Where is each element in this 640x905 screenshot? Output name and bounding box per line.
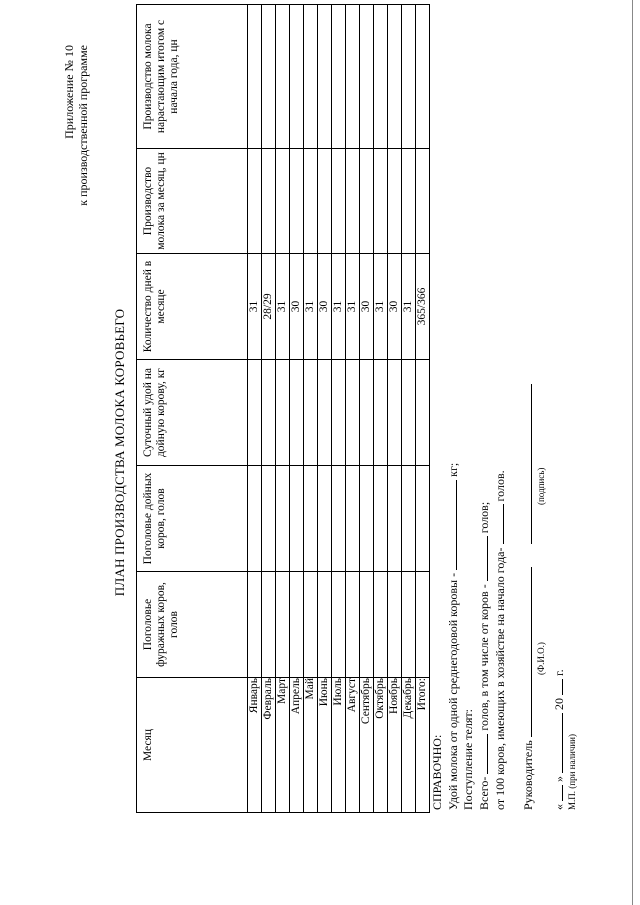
yield-line [445, 463, 461, 810]
days-cell: 31 [374, 254, 388, 360]
days-cell: 365/366 [416, 254, 430, 360]
days-cell: 28/29 [262, 254, 276, 360]
yield-field[interactable] [445, 480, 457, 570]
cumulative-production-cell[interactable] [318, 5, 332, 149]
fio-caption: (Ф.И.О.) [536, 642, 546, 675]
dairy-cows-cell[interactable] [416, 466, 430, 572]
dairy-cows-cell[interactable] [346, 466, 360, 572]
per100-label: от 100 коров, имеющих в хозяйстве на начало года- [493, 547, 507, 810]
cumulative-production-cell[interactable] [290, 5, 304, 149]
monthly-production-cell[interactable] [248, 149, 262, 254]
month-cell: Март [276, 678, 290, 813]
days-cell: 30 [388, 254, 402, 360]
table-header-row [137, 5, 248, 813]
forage-cows-cell[interactable] [360, 572, 374, 678]
dairy-cows-cell[interactable] [318, 466, 332, 572]
cumulative-production-cell[interactable] [304, 5, 318, 149]
day-field[interactable] [551, 785, 563, 801]
table-row [374, 5, 388, 813]
table-row [360, 5, 374, 813]
daily-yield-cell[interactable] [276, 360, 290, 466]
table-row [262, 5, 276, 813]
month-cell: Июнь [318, 678, 332, 813]
daily-yield-cell[interactable] [332, 360, 346, 466]
signature-caption: (подпись) [536, 467, 546, 505]
forage-cows-cell[interactable] [304, 572, 318, 678]
table-row [304, 5, 318, 813]
month-cell: Сентябрь [360, 678, 374, 813]
dairy-cows-cell[interactable] [248, 466, 262, 572]
month-cell: Февраль [262, 678, 276, 813]
month-cell: Декабрь [402, 678, 416, 813]
appendix-reference: к производственной программе [76, 45, 90, 206]
dairy-cows-cell[interactable] [262, 466, 276, 572]
cumulative-production-cell[interactable] [248, 5, 262, 149]
dairy-cows-cell[interactable] [304, 466, 318, 572]
year-field[interactable] [551, 679, 563, 695]
forage-cows-cell[interactable] [346, 572, 360, 678]
table-row [402, 5, 416, 813]
days-cell: 31 [248, 254, 262, 360]
page-edge-line [632, 0, 633, 905]
dairy-cows-cell[interactable] [332, 466, 346, 572]
total-calves-field[interactable] [476, 734, 488, 774]
table-row [346, 5, 360, 813]
forage-cows-cell[interactable] [262, 572, 276, 678]
milk-production-table [136, 4, 430, 813]
forage-cows-cell[interactable] [388, 572, 402, 678]
dairy-cows-cell[interactable] [388, 466, 402, 572]
per100-unit: голов. [493, 470, 507, 502]
monthly-production-cell[interactable] [402, 149, 416, 254]
month-cell: Ноябрь [388, 678, 402, 813]
forage-cows-cell[interactable] [276, 572, 290, 678]
head-signature-field[interactable] [520, 384, 532, 544]
monthly-production-cell[interactable] [388, 149, 402, 254]
table-row [318, 5, 332, 813]
year-suffix: г. [552, 669, 566, 676]
cumulative-production-cell[interactable] [262, 5, 276, 149]
calves-total-line [476, 463, 492, 810]
head-label: Руководитель [521, 740, 535, 810]
days-cell: 31 [332, 254, 346, 360]
month-cell: Август [346, 678, 360, 813]
reference-heading: СПРАВОЧНО: [430, 734, 444, 810]
header-days-in-month: Количество дней в месяце [137, 254, 248, 360]
table-row [290, 5, 304, 813]
days-cell: 30 [290, 254, 304, 360]
month-field[interactable] [551, 713, 563, 773]
dairy-cows-cell[interactable] [402, 466, 416, 572]
table-row [248, 5, 262, 813]
forage-cows-cell[interactable] [318, 572, 332, 678]
monthly-production-cell[interactable] [304, 149, 318, 254]
year-prefix: 20 [552, 698, 566, 710]
monthly-production-cell[interactable] [360, 149, 374, 254]
table-row [276, 5, 290, 813]
daily-yield-cell[interactable] [416, 360, 430, 466]
header-forage-cows: Поголовье фуражных коров, голов [137, 572, 248, 678]
cumulative-production-cell[interactable] [388, 5, 402, 149]
total-unit: голов, в том числе от коров - [477, 584, 491, 731]
date-line [551, 669, 567, 810]
per100-field[interactable] [492, 505, 504, 545]
daily-yield-cell[interactable] [346, 360, 360, 466]
header-daily-yield: Суточный удой на дойную корову, кг [137, 360, 248, 466]
total-unit-2: голов; [477, 501, 491, 534]
dairy-cows-cell[interactable] [360, 466, 374, 572]
daily-yield-cell[interactable] [318, 360, 332, 466]
appendix-note [62, 45, 90, 235]
daily-yield-cell[interactable] [374, 360, 388, 466]
month-cell: Май [304, 678, 318, 813]
cumulative-production-cell[interactable] [346, 5, 360, 149]
daily-yield-cell[interactable] [360, 360, 374, 466]
monthly-production-cell[interactable] [276, 149, 290, 254]
table-row [332, 5, 346, 813]
stamp-note: М.П. (при наличии) [567, 734, 577, 810]
total-label: Всего- [477, 776, 491, 810]
days-cell: 30 [318, 254, 332, 360]
forage-cows-cell[interactable] [248, 572, 262, 678]
head-fio-field[interactable] [520, 567, 532, 737]
daily-yield-cell[interactable] [402, 360, 416, 466]
daily-yield-cell[interactable] [388, 360, 402, 466]
month-cell: Октябрь [374, 678, 388, 813]
days-cell: 31 [304, 254, 318, 360]
header-monthly-production: Производство молока за месяц, цн [137, 149, 248, 254]
yield-label: Удой молока от одной среднегодовой коровы - [446, 572, 460, 810]
signature-block [520, 384, 536, 810]
header-cumulative-production: Производство молока нарастающим итогом с начала года, цн [137, 5, 248, 149]
daily-yield-cell[interactable] [248, 360, 262, 466]
month-cell: Июль [332, 678, 346, 813]
document-title: ПЛАН ПРОИЗВОДСТВА МОЛОКА КОРОВЬЕГО [112, 308, 127, 597]
forage-cows-cell[interactable] [290, 572, 304, 678]
monthly-production-cell[interactable] [416, 149, 430, 254]
days-cell: 31 [402, 254, 416, 360]
total-label-cell: Итого: [416, 678, 430, 813]
table-total-row [416, 5, 430, 813]
header-month: Месяц [137, 678, 248, 813]
table-row [388, 5, 402, 813]
cumulative-production-cell[interactable] [374, 5, 388, 149]
days-cell: 31 [346, 254, 360, 360]
month-cell: Апрель [290, 678, 304, 813]
per100-line [492, 463, 508, 810]
monthly-production-cell[interactable] [290, 149, 304, 254]
cumulative-production-cell[interactable] [402, 5, 416, 149]
date-close-quote: » [552, 776, 566, 782]
yield-unit: кг; [446, 462, 460, 477]
cumulative-production-cell[interactable] [332, 5, 346, 149]
calves-from-cows-field[interactable] [476, 536, 488, 581]
monthly-production-cell[interactable] [374, 149, 388, 254]
cumulative-production-cell[interactable] [360, 5, 374, 149]
date-open-quote: « [552, 804, 566, 810]
cumulative-production-cell[interactable] [276, 5, 290, 149]
daily-yield-cell[interactable] [304, 360, 318, 466]
header-dairy-cows: Поголовье дойных коров, голов [137, 466, 248, 572]
days-cell: 30 [360, 254, 374, 360]
daily-yield-cell[interactable] [262, 360, 276, 466]
monthly-production-cell[interactable] [346, 149, 360, 254]
dairy-cows-cell[interactable] [276, 466, 290, 572]
forage-cows-cell[interactable] [416, 572, 430, 678]
dairy-cows-cell[interactable] [374, 466, 388, 572]
monthly-production-cell[interactable] [262, 149, 276, 254]
month-cell: Январь [248, 678, 262, 813]
forage-cows-cell[interactable] [332, 572, 346, 678]
daily-yield-cell[interactable] [290, 360, 304, 466]
forage-cows-cell[interactable] [402, 572, 416, 678]
forage-cows-cell[interactable] [374, 572, 388, 678]
monthly-production-cell[interactable] [318, 149, 332, 254]
appendix-number: Приложение № 10 [62, 45, 76, 139]
dairy-cows-cell[interactable] [290, 466, 304, 572]
days-cell: 31 [276, 254, 290, 360]
monthly-production-cell[interactable] [332, 149, 346, 254]
calves-label: Поступление телят: [461, 709, 475, 810]
reference-block [430, 463, 508, 810]
cumulative-production-cell[interactable] [416, 5, 430, 149]
